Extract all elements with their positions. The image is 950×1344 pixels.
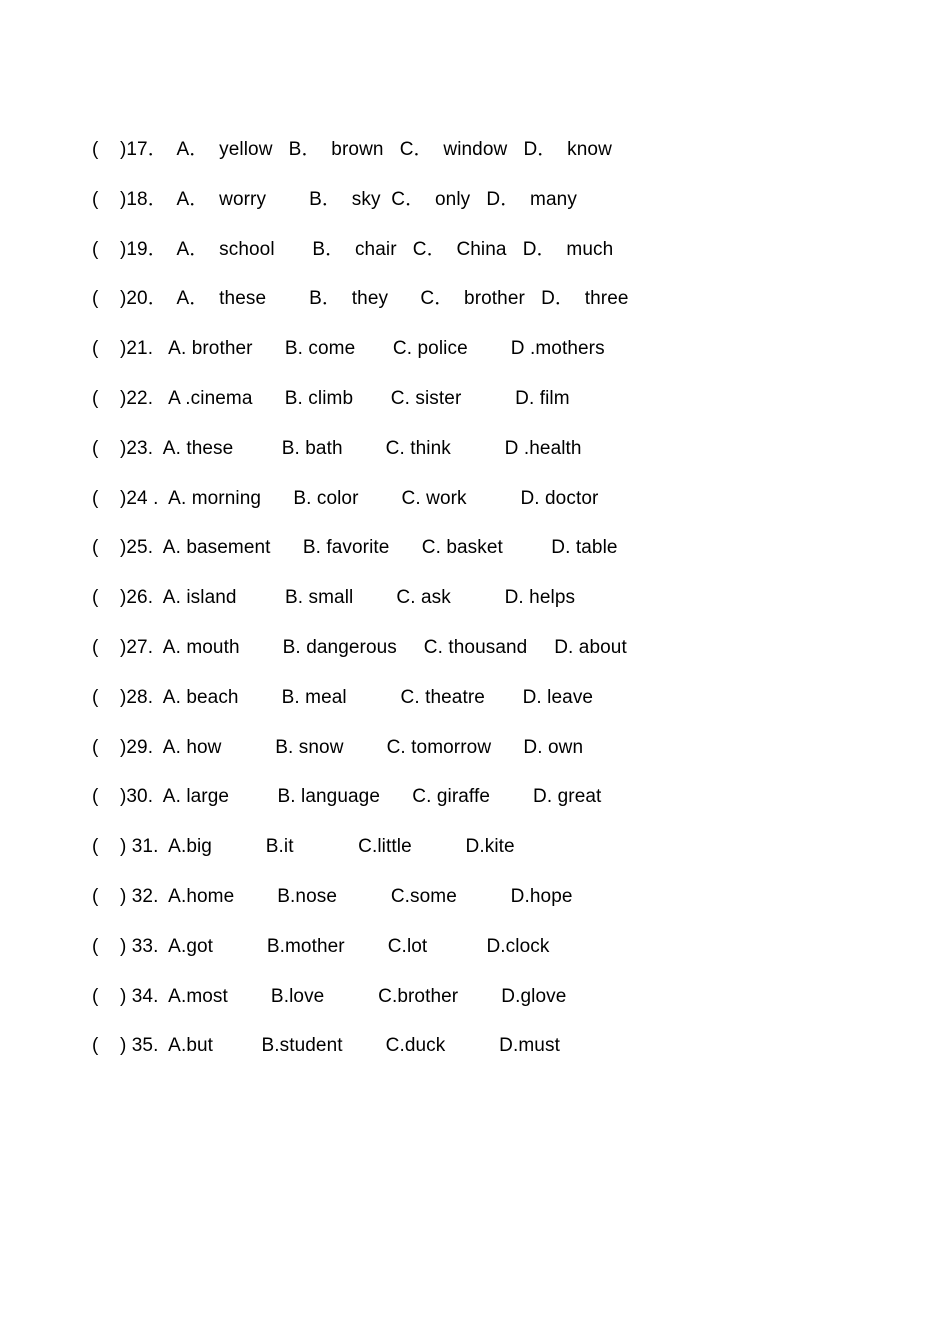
- question-22: ( )22. A .cinema B. climb C. sister D. film: [92, 387, 570, 409]
- question-17: ( )17． A． yellow B． brown C． window D． know: [92, 139, 612, 160]
- question-18: ( )18． A． worry B． sky C． only D． many: [92, 188, 577, 210]
- question-19: ( )19． A． school B． chair C． China D． much: [92, 238, 614, 260]
- question-29: ( )29. A. how B. snow C. tomorrow D. own: [92, 736, 584, 758]
- question-list: [92, 136, 912, 1082]
- question-33: ( ) 33. A.got B.mother C.lot D.clock: [92, 935, 550, 957]
- question-34: ( ) 34. A.most B.love C.brother D.glove: [92, 985, 567, 1007]
- question-31: ( ) 31. A.big B.it C.little D.kite: [92, 836, 515, 858]
- question-25: ( )25. A. basement B. favorite C. basket D. table: [92, 537, 618, 559]
- question-30: ( )30. A. large B. language C. giraffe D. great: [92, 786, 602, 808]
- question-21: ( )21. A. brother B. come C. police D .mothers: [92, 338, 605, 360]
- question-20: ( )20． A． these B． they C． brother D． three: [92, 288, 629, 310]
- question-23: ( )23. A. these B. bath C. think D .health: [92, 437, 582, 459]
- question-32: ( ) 32. A.home B.nose C.some D.hope: [92, 885, 573, 907]
- question-24: ( )24 . A. morning B. color C. work D. doctor: [92, 487, 599, 509]
- question-27: ( )27. A. mouth B. dangerous C. thousand D. about: [92, 636, 627, 658]
- question-26: ( )26. A. island B. small C. ask D. helps: [92, 587, 576, 609]
- question-35: ( ) 35. A.but B.student C.duck D.must: [92, 1035, 560, 1057]
- question-28: ( )28. A. beach B. meal C. theatre D. leave: [92, 686, 594, 708]
